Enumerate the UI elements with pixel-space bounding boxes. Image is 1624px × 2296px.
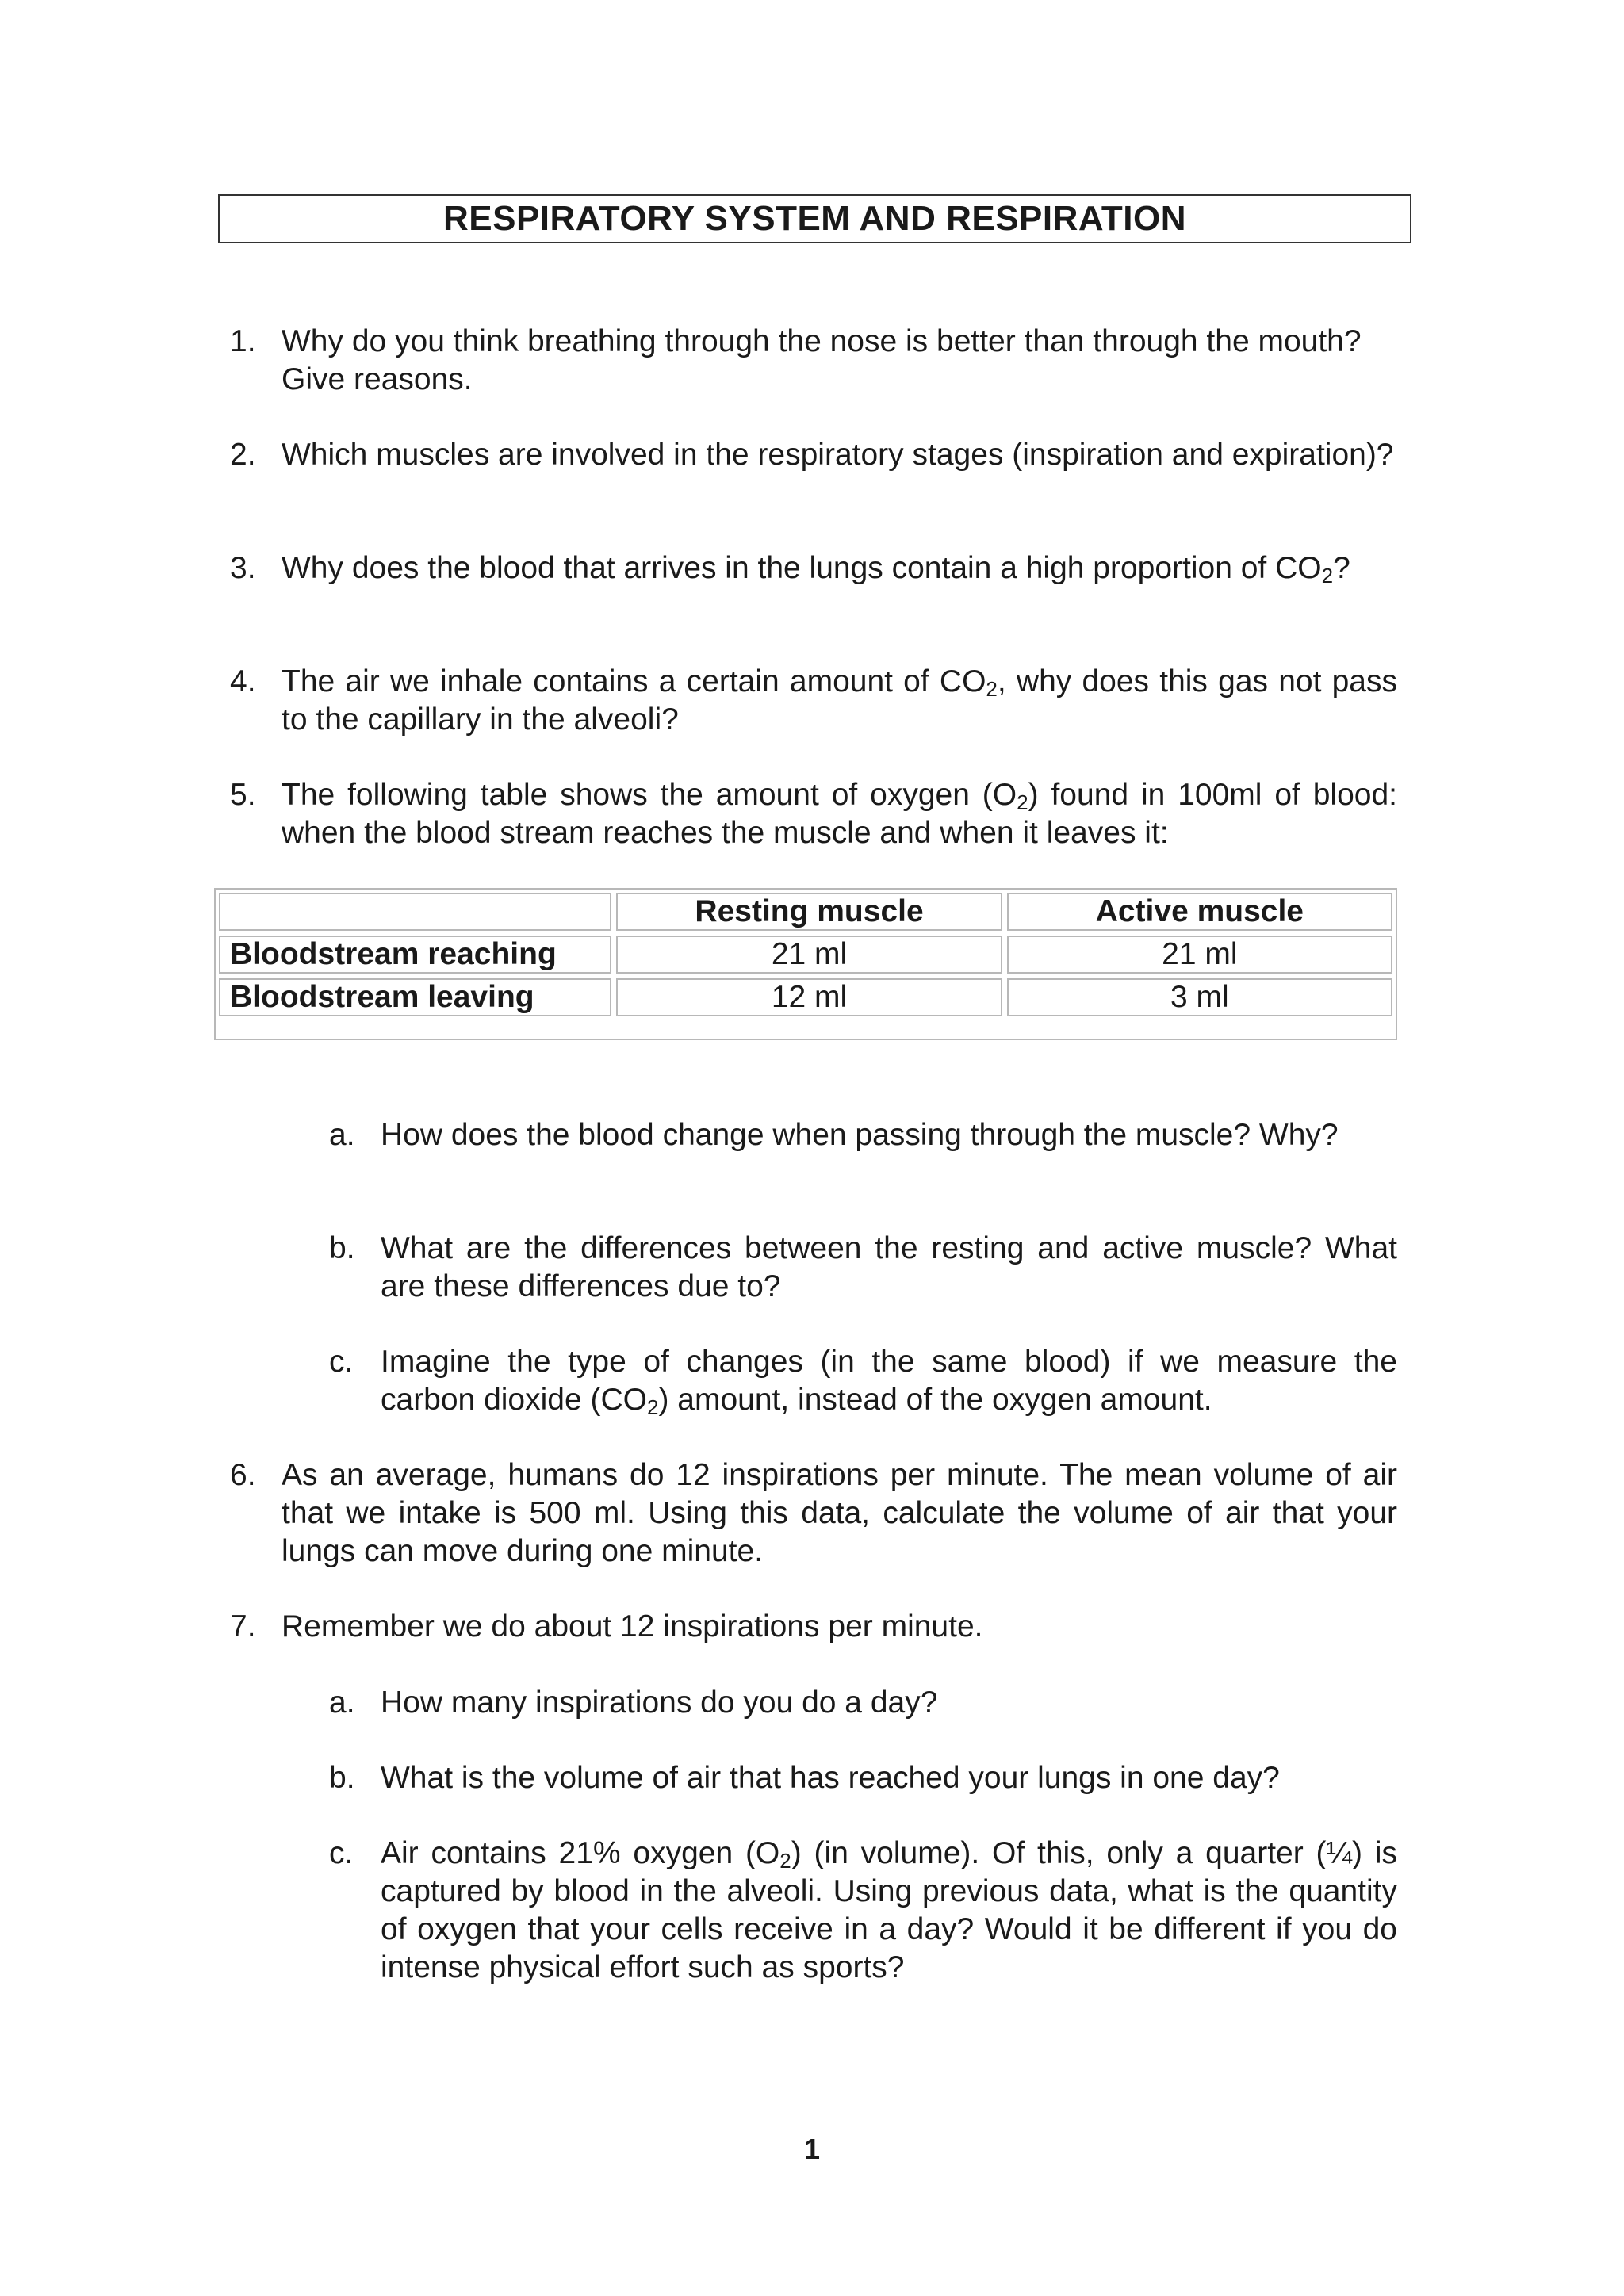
question-text: As an average, humans do 12 inspirations per minute. The mean volume of air that we intake is 500 ml. Using this data, calculate the volume of air that your lungs can move during one minute. [282, 1458, 1397, 1568]
table-header-empty [219, 893, 611, 931]
question-text: The following table shows the amount of oxygen $(O_2)$ found in 100ml of blood: when the blood stream reaches the muscle and when it leaves it: [282, 778, 1397, 850]
cell-active: 21 ml [1007, 936, 1392, 974]
question-text: The air we inhale contains a certain amount of $CO_2$, why does this gas not pass to the capillary in the alveoli? [282, 664, 1398, 737]
question-1 [230, 323, 1397, 399]
subquestion-text: How does the blood change when passing through the muscle? Why? [381, 1118, 1339, 1152]
table-row [219, 936, 1392, 974]
question-5b [329, 1230, 1397, 1306]
subquestion-text: What are the differences between the resting and active muscle? What are these differences due to? [381, 1231, 1397, 1303]
cell-resting: 12 ml [616, 978, 1002, 1016]
table-header-resting: Resting muscle [616, 893, 1002, 931]
subquestion-text: How many inspirations do you do a day? [381, 1686, 938, 1720]
row-label: Bloodstream leaving [219, 978, 611, 1016]
subquestion-letter: c. [329, 1836, 354, 1870]
subquestion-letter: b. [329, 1231, 355, 1265]
subquestion-letter: b. [329, 1761, 355, 1795]
question-number: 7. [230, 1609, 256, 1644]
subquestion-letter: c. [329, 1345, 354, 1379]
oxygen-table [214, 888, 1397, 1040]
question-number: 3. [230, 551, 256, 585]
question-number: 6. [230, 1458, 256, 1492]
subquestion-text: Imagine the type of changes (in the same blood) if we measure the carbon dioxide $(CO_2)$ amount, instead of the oxygen amount. [381, 1345, 1397, 1419]
table-header-row [219, 893, 1392, 931]
table-header-active: Active muscle [1007, 893, 1392, 931]
page-title: RESPIRATORY SYSTEM AND RESPIRATION [442, 199, 1187, 238]
question-number: 1. [230, 324, 256, 358]
question-3 [230, 549, 1397, 587]
subquestion-text: What is the volume of air that has reached your lungs in one day? [381, 1761, 1280, 1795]
question-7c [329, 1835, 1397, 1987]
question-7a [329, 1684, 1397, 1722]
question-text: Which muscles are involved in the respiratory stages (inspiration and expiration)? [282, 438, 1394, 472]
question-4 [230, 663, 1397, 739]
table-row [219, 978, 1392, 1016]
question-7b [329, 1759, 1397, 1797]
cell-active: 3 ml [1007, 978, 1392, 1016]
question-7 [230, 1608, 1397, 1646]
page-number: 1 [803, 2133, 821, 2165]
subquestion-text: Air contains 21% oxygen $(O_2)$ (in volume). Of this, only a quarter (¼) is captured by blood in the alveoli. Using previous data, what is the quantity of oxygen that your cells receive in a day? Would it be different if you do intense physical effort such as sports? [381, 1836, 1398, 1984]
question-2 [230, 436, 1397, 474]
subquestion-letter: a. [329, 1686, 355, 1720]
question-number: 4. [230, 664, 256, 698]
subquestion-letter: a. [329, 1118, 355, 1152]
question-text: Why does the blood that arrives in the lungs contain a high proportion of $CO_2$? [282, 551, 1350, 587]
question-text: Why do you think breathing through the nose is better than through the mouth? Give reasons. [282, 324, 1362, 396]
question-5c [329, 1343, 1397, 1419]
question-6 [230, 1456, 1397, 1571]
question-5a [329, 1116, 1397, 1154]
question-number: 2. [230, 438, 256, 472]
question-5 [230, 776, 1397, 852]
question-text: Remember we do about 12 inspirations per minute. [282, 1609, 983, 1644]
row-label: Bloodstream reaching [219, 936, 611, 974]
question-number: 5. [230, 778, 256, 812]
title-box [218, 194, 1411, 243]
cell-resting: 21 ml [616, 936, 1002, 974]
data-table [214, 888, 1397, 1021]
